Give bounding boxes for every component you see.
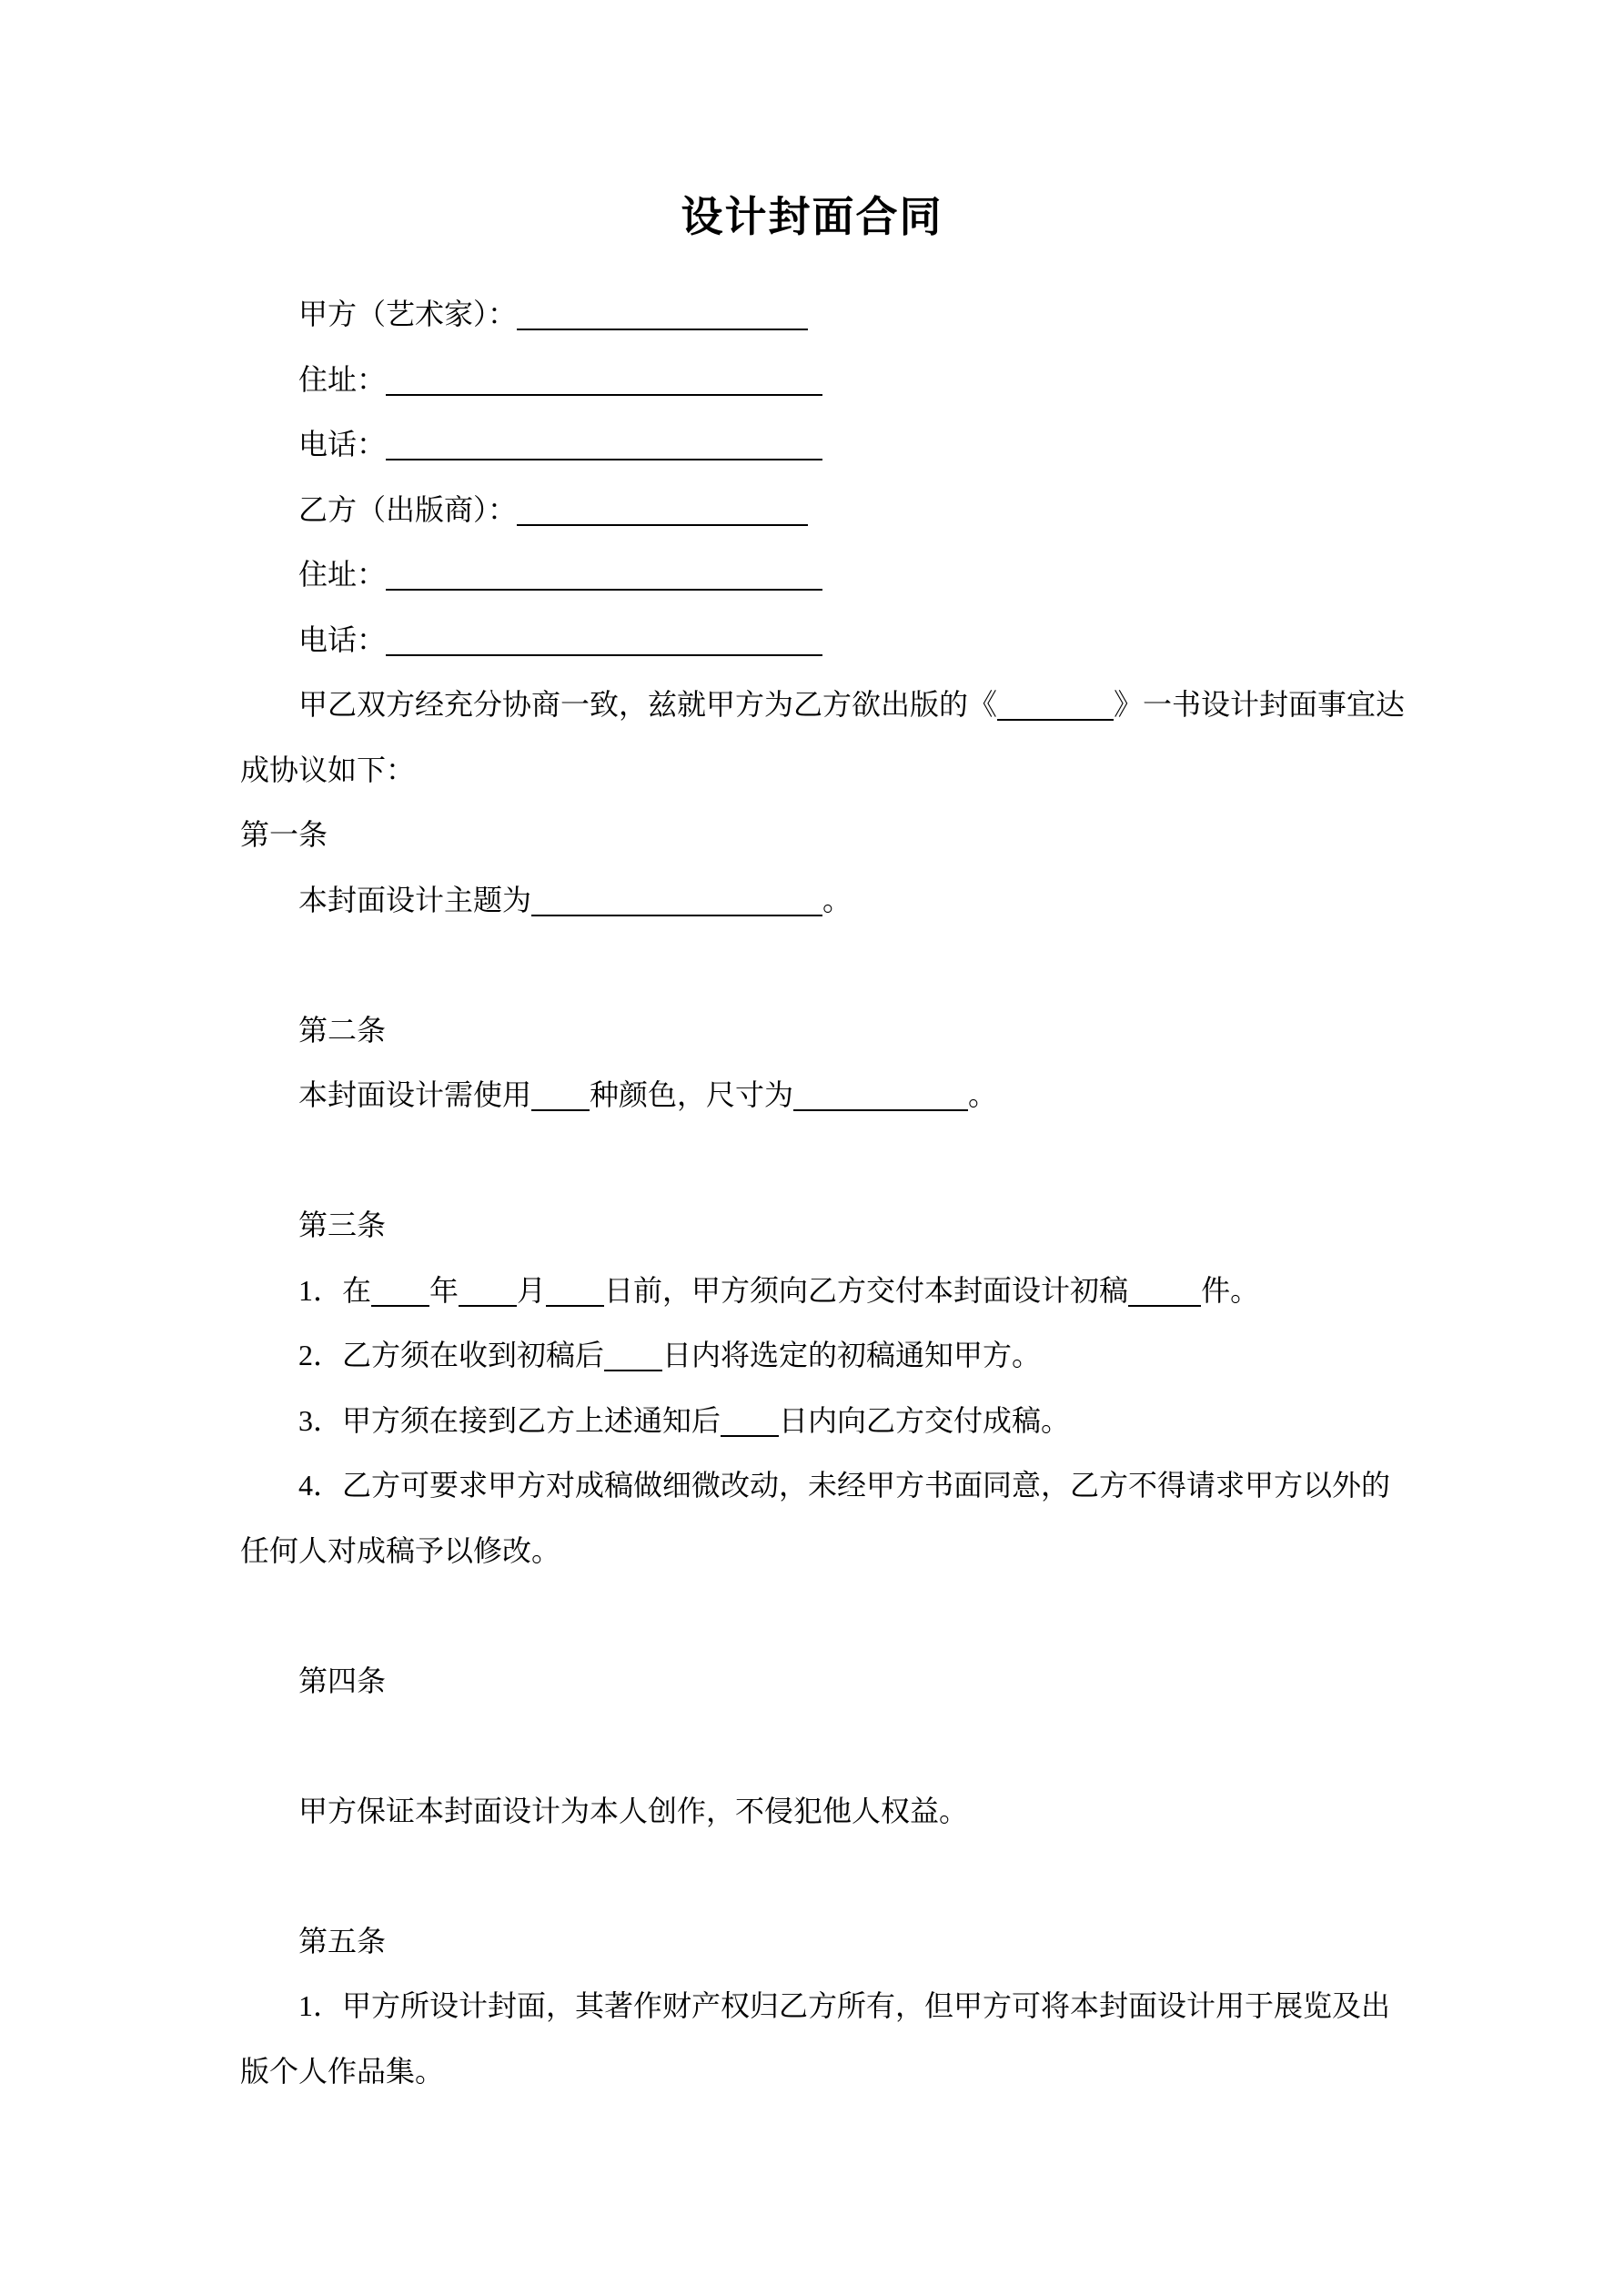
document-title: 设计封面合同	[681, 194, 943, 240]
contract-line: 版个人作品集。	[240, 2054, 445, 2088]
contract-line: 本封面设计主题为 。	[298, 883, 852, 916]
fill-in-blank	[997, 708, 1114, 721]
contract-line: 第二条	[298, 1013, 387, 1047]
fill-in-blank	[386, 448, 822, 460]
fill-in-blank	[386, 383, 822, 396]
fill-in-blank	[531, 904, 822, 916]
contract-line: 第五条	[298, 1924, 387, 1957]
blank-line	[240, 1128, 1396, 1194]
blank-line	[240, 1714, 1396, 1779]
fill-in-blank	[386, 578, 822, 591]
fill-in-blank	[546, 1294, 604, 1307]
blank-line	[240, 1583, 1396, 1649]
blank-line	[240, 933, 1396, 998]
fill-in-blank	[604, 1359, 662, 1371]
contract-line: 第三条	[298, 1209, 387, 1241]
fill-in-blank	[1128, 1294, 1201, 1307]
contract-line: 甲乙双方经充分协商一致，兹就甲方为乙方欲出版的《 》一书设计封面事宜达	[298, 688, 1406, 721]
contract-line: 电话：	[240, 412, 1396, 478]
contract-line: 住址：	[240, 542, 1396, 608]
contract-line: 1．在 年 月 日前，甲方须向乙方交付本封面设计初稿 件。	[298, 1273, 1260, 1307]
fill-in-blank	[517, 318, 808, 330]
contract-line: 甲方保证本封面设计为本人创作，不侵犯他人权益。	[298, 1794, 969, 1827]
fill-in-blank	[517, 513, 808, 526]
fill-in-blank	[531, 1098, 590, 1111]
contract-line: 3．甲方须在接到乙方上述通知后 日内向乙方交付成稿。	[298, 1403, 1071, 1437]
contract-line: 第四条	[298, 1664, 387, 1697]
contract-line: 成协议如下：	[240, 753, 416, 786]
contract-line: 住址：	[240, 348, 1396, 413]
contract-line: 第一条	[240, 818, 328, 851]
contract-body	[240, 282, 1406, 2104]
fill-in-blank	[371, 1294, 429, 1307]
fill-in-blank	[459, 1294, 517, 1307]
fill-in-blank	[793, 1098, 968, 1111]
contract-line: 电话：	[240, 608, 1396, 673]
blank-line	[240, 1844, 1396, 1909]
contract-line: 1．甲方所设计封面，其著作财产权归乙方所有，但甲方可将本封面设计用于展览及出	[298, 1989, 1391, 2022]
contract-line: 本封面设计需使用 种颜色，尺寸为 。	[298, 1078, 998, 1111]
contract-line: 2．乙方须在收到初稿后 日内将选定的初稿通知甲方。	[298, 1339, 1042, 1371]
contract-line: 甲方（艺术家）：	[240, 282, 1396, 348]
fill-in-blank	[386, 643, 822, 656]
fill-in-blank	[721, 1424, 779, 1437]
contract-line: 任何人对成稿予以修改。	[240, 1533, 561, 1567]
contract-line: 乙方（出版商）：	[240, 478, 1396, 543]
contract-line: 4．乙方可要求甲方对成稿做细微改动，未经甲方书面同意，乙方不得请求甲方以外的	[298, 1469, 1391, 1502]
